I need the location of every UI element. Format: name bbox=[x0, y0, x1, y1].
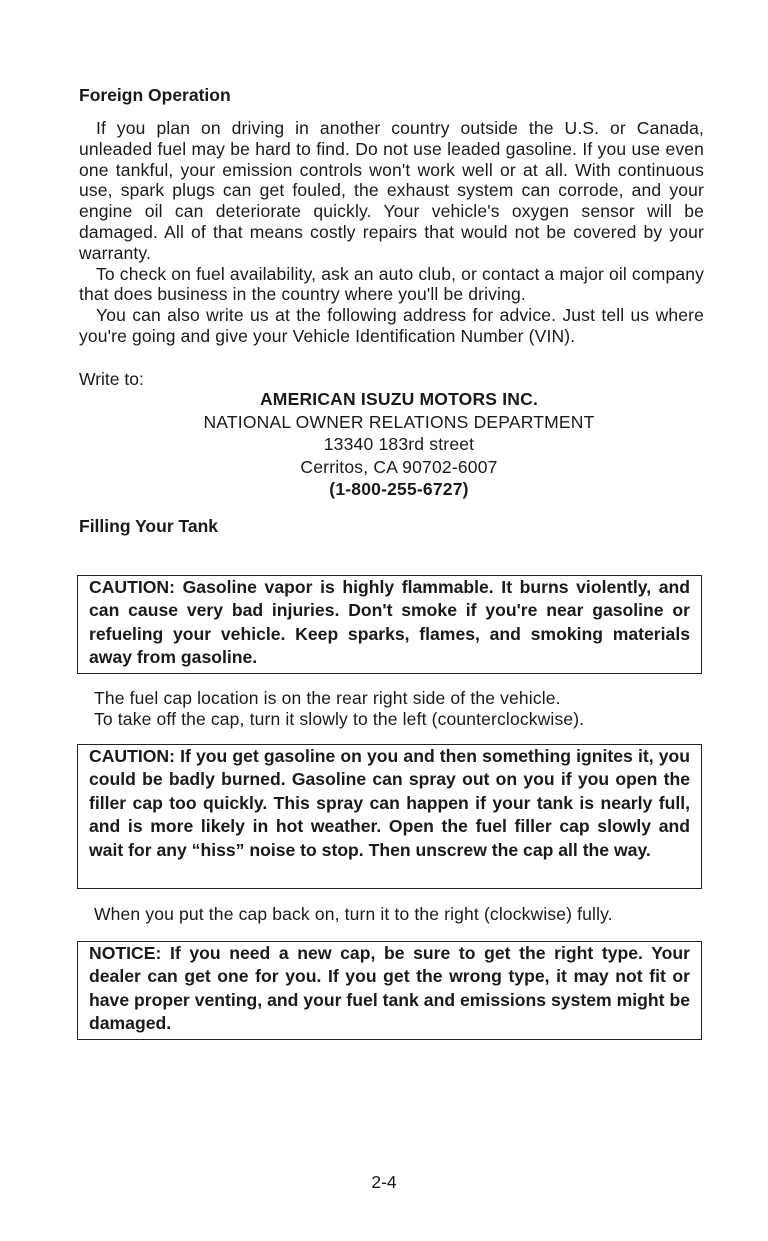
mailing-address bbox=[79, 388, 719, 501]
write-to-label: Write to: bbox=[79, 369, 144, 389]
paragraph-unleaded-fuel: If you plan on driving in another country outside the U.S. or Canada, unleaded fuel may be hard to find. Do not use leaded gasoline. If you use even one tankful, your emission controls won't work well or at all. With continuous use, spark plugs can get fouled, the exhaust system can corrode, and your engine oil can deteriorate quickly. Your vehicle's oxygen sensor will be damaged. All of that means costly repairs that would not be covered by your warranty. bbox=[79, 118, 704, 263]
address-city: Cerritos, CA 90702-6007 bbox=[300, 456, 498, 477]
caution-text-gasoline-vapor: CAUTION: Gasoline vapor is highly flammable. It burns violently, and can cause very bad injuries. Don't smoke if you're near gasoline or refueling your vehicle. Keep sparks, flames, and smoking materials away from gasoline. bbox=[89, 577, 690, 668]
cap-replace-text: When you put the cap back on, turn it to the right (clockwise) fully. bbox=[94, 904, 613, 924]
paragraph-write-us: You can also write us at the following address for advice. Just tell us where you're going and give your Vehicle Identification Number (VIN). bbox=[79, 305, 704, 346]
foreign-operation-body bbox=[79, 118, 704, 347]
address-phone: (1-800-255-6727) bbox=[329, 479, 469, 499]
caution-box-gasoline-vapor bbox=[77, 575, 702, 674]
paragraph-fuel-availability: To check on fuel availability, ask an auto club, or contact a major oil company that does business in the country where you'll be driving. bbox=[79, 263, 704, 305]
notice-text-fuel-cap: NOTICE: If you need a new cap, be sure to get the right type. Your dealer can get one for you. If you get the wrong type, it may not fit or have proper venting, and your fuel tank and emissions system might be damaged. bbox=[89, 943, 690, 1034]
notice-box-fuel-cap bbox=[77, 941, 702, 1040]
address-street: 13340 183rd street bbox=[323, 434, 475, 454]
address-department: NATIONAL OWNER RELATIONS DEPARTMENT bbox=[203, 411, 595, 432]
cap-removal-text: To take off the cap, turn it slowly to the left (counterclockwise). bbox=[94, 709, 585, 729]
caution-text-gasoline-spray: CAUTION: If you get gasoline on you and then something ignites it, you could be badly burned. Gasoline can spray out on you if you open the filler cap too quickly. This spray can happen if your tank is nearly full, and is more likely in hot weather. Open the fuel filler cap slowly and wait for any “hiss” noise to stop. Then unscrew the cap all the way. bbox=[89, 746, 690, 860]
section-heading-filling-tank: Filling Your Tank bbox=[79, 516, 219, 536]
caution-box-gasoline-spray bbox=[77, 744, 702, 889]
page-number: 2-4 bbox=[371, 1172, 397, 1192]
section-heading-foreign-operation: Foreign Operation bbox=[79, 85, 231, 105]
cap-location-text: The fuel cap location is on the rear right side of the vehicle. bbox=[94, 688, 561, 708]
address-company: AMERICAN ISUZU MOTORS INC. bbox=[259, 389, 539, 409]
